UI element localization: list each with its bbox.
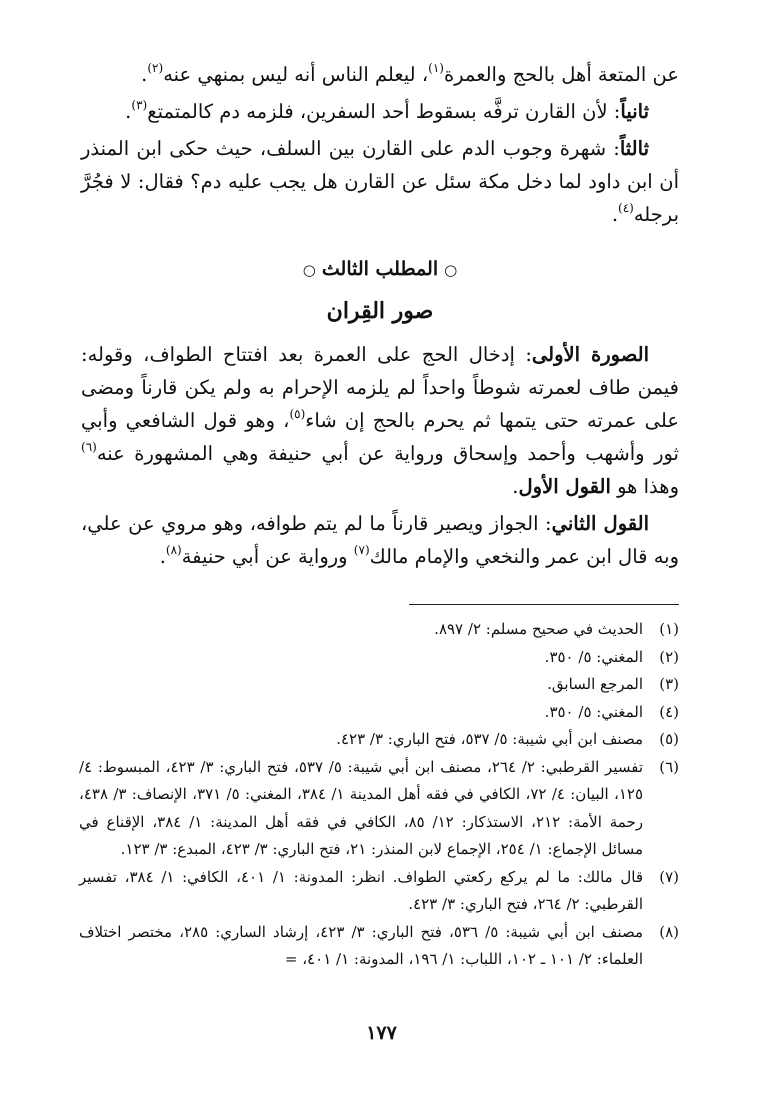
footnote-text: المغني: ٥/ ٣٥٠. <box>544 647 643 666</box>
paragraph-lead: القول الأول <box>518 475 611 498</box>
footnote-text: المرجع السابق. <box>547 675 643 693</box>
paragraph-lead: ثالثاً <box>619 137 649 160</box>
paragraph-lead: ثانياً <box>620 100 649 123</box>
circle-ornament: ○ <box>444 261 458 279</box>
footnote-number: (٣) <box>659 675 679 693</box>
footnote-text: قال مالك: ما لم يركع ركعتي الطواف. انظر: المدونة: ١/ ٤٠١، الكافي: ١/ ٣٨٤، تفسير القرطبي: ٢/ ٢٦٤، فتح الباري: ٣/ ٤٢٣. <box>79 867 643 913</box>
paragraph-4 <box>81 338 679 503</box>
footnote-number: (٢) <box>659 647 679 666</box>
footnote-ref: (٤) <box>618 201 634 215</box>
paragraph-3 <box>81 132 679 231</box>
text-segment: : لأن القارن ترفَّه بسقوط أحد السفرين، فلزمه دم كالمتمتع <box>147 100 621 123</box>
footnote-text: تفسير القرطبي: ٢/ ٢٦٤، مصنف ابن أبي شيبة: ٥/ ٥٣٧، فتح الباري: ٣/ ٤٢٣، المبسوط: ٤/ ١٢٥، البيان: ٤/ ٧٢، الكافي في فقه أهل المدينة ١/ ٣٨٤، المغني: ٥/ ٣٧١، الإنصاف: ٣/ ٤٣٨، رحمة الأمة: ٢١٢، الاستذكار: ١٢/ ٨٥، الكافي في فقه أهل المدينة: ١/ ٣٨٤، الإقناع في مسائل الإجماع: ١/ ٢٥٤، الإجماع لابن المنذر: ٢١، فتح الباري: ٣/ ٤٢٣، المبدع: ٣/ ١٢٣. <box>79 757 644 858</box>
footnote-item <box>79 671 679 699</box>
circle-ornament: ○ <box>302 261 316 279</box>
text-segment: : شهرة وجوب الدم على القارن بين السلف، حيث حكى ابن المنذر أن ابن داود لما دخل مكة سئل عن القارن هل يجب عليه دم؟ فقال: لا فجُرَّ برجله <box>81 137 679 226</box>
text-segment: ورواية عن أبي حنيفة <box>181 545 354 568</box>
footnote-text: مصنف ابن أبي شيبة: ٥/ ٥٣٧، فتح الباري: ٣/ ٤٢٣. <box>336 730 643 748</box>
paragraph-5 <box>81 507 679 573</box>
footnote-number: (١) <box>659 620 679 638</box>
text-segment: : إدخال الحج على العمرة بعد افتتاح الطواف، وقوله: فيمن طاف لعمرته شوطاً واحداً لم يلزمه الإحرام به ولم يكن قارناً ومضى على عمرته حتى يتمها ثم يحرم بالحج إن شاء <box>81 343 679 432</box>
paragraph-2 <box>81 95 679 128</box>
text-segment: وهذا هو <box>610 475 679 498</box>
text-segment: عن المتعة أهل بالحج والعمرة <box>443 63 679 86</box>
paragraph-1 <box>81 58 679 91</box>
footnote-item <box>79 864 679 919</box>
footnote-ref: (٥) <box>289 407 306 421</box>
text-segment: ، وهو قول الشافعي وأبي ثور وأشهب وأحمد وإسحاق ورواية عن أبي حنيفة وهي المشهورة عنه <box>81 409 679 465</box>
page-number: ١٧٧ <box>366 1022 397 1044</box>
footnote-number: (٨) <box>659 922 679 941</box>
footnote-text: مصنف ابن أبي شيبة: ٥/ ٥٣٦، فتح الباري: ٣/ ٤٢٣، إرشاد الساري: ٢٨٥، مختصر اختلاف العلماء: ٢/ ١٠١ ـ ١٠٢، اللباب: ١/ ١٩٦، المدونة: ١/ ٤٠١، = <box>79 922 644 968</box>
footnote-item <box>79 919 679 974</box>
footnote-separator <box>409 604 679 605</box>
footnote-ref: (٨) <box>165 543 182 557</box>
section-heading <box>81 253 679 287</box>
footnote-item <box>79 754 679 864</box>
footnote-ref: (١) <box>428 61 444 75</box>
text-segment: : الجواز ويصير قارناً ما لم يتم طوافه، وهو مروي عن علي، وبه قال ابن عمر والنخعي والإمام مالك <box>81 512 679 568</box>
text-segment: . <box>159 545 166 568</box>
footnote-item <box>79 726 679 754</box>
footnote-number: (٧) <box>659 867 679 886</box>
paragraph-lead: الصورة الأولى <box>531 343 649 366</box>
footnote-item <box>79 644 679 672</box>
footnote-item <box>79 699 679 727</box>
footnote-text: المغني: ٥/ ٣٥٠. <box>544 702 643 721</box>
footnote-number: (٦) <box>659 757 679 776</box>
footnote-number: (٤) <box>659 702 679 721</box>
main-text <box>81 58 679 577</box>
text-segment: . <box>512 475 519 498</box>
text-segment: . <box>141 63 148 86</box>
text-segment: . <box>125 100 132 123</box>
footnote-text: الحديث في صحيح مسلم: ٢/ ٨٩٧. <box>434 620 643 638</box>
footnote-number: (٥) <box>659 730 679 748</box>
footnote-ref: (٦) <box>81 440 97 454</box>
footnotes <box>79 616 679 974</box>
footnote-ref: (٢) <box>147 61 164 75</box>
footnote-ref: (٣) <box>131 98 148 112</box>
text-segment: . <box>611 203 619 226</box>
section-heading-text: المطلب الثالث <box>321 258 439 280</box>
footnote-item <box>79 616 679 644</box>
paragraph-lead: القول الثاني <box>551 512 649 535</box>
section-subtitle: صور القِران <box>326 298 434 324</box>
footnote-ref: (٧) <box>353 543 370 557</box>
text-segment: ، ليعلم الناس أنه ليس بمنهي عنه <box>163 63 429 86</box>
